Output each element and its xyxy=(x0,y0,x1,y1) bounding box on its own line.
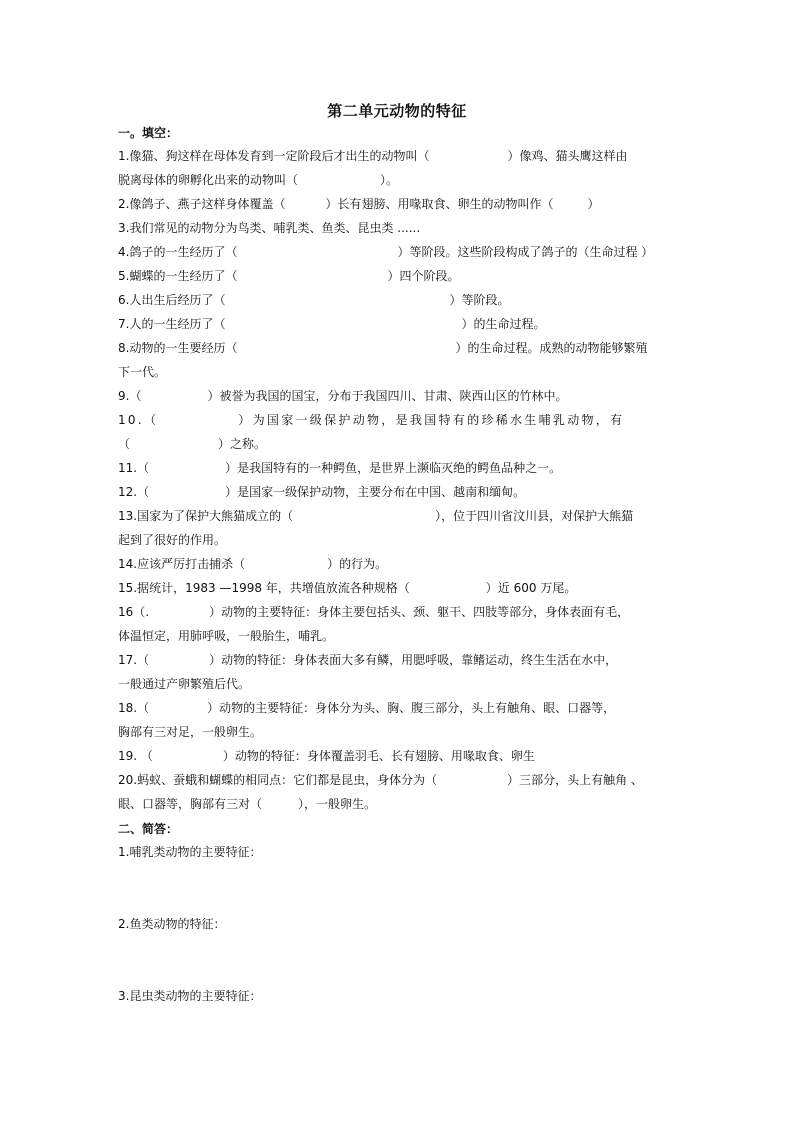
section-heading-fill-in: 一。填空： xyxy=(118,126,179,140)
question-15 xyxy=(118,580,576,596)
question-13-line-2: 起到了很好的作用。 xyxy=(118,533,227,547)
question-text: ）之称。 xyxy=(218,437,267,451)
question-text: 17.（ xyxy=(118,653,150,667)
question-text: 2.像鸽子、燕子这样身体覆盖（ xyxy=(118,197,286,211)
question-text: 4.鸽子的一生经历了（ xyxy=(118,245,238,259)
question-text: ）三部分，头上有触角 、 xyxy=(507,773,643,787)
question-text: 眼、口器等，胸部有三对（ xyxy=(118,797,263,811)
question-16-line-2: 体温恒定，用肺呼吸，一般胎生，哺乳。 xyxy=(118,629,335,643)
question-14 xyxy=(118,556,387,572)
question-text: 12.（ xyxy=(118,485,150,499)
question-text: ）被誉为我国的国宝，分布于我国四川、甘肃、陕西山区的竹林中。 xyxy=(207,389,568,403)
question-text: 15.据统计，1983 —1998 年，共增值放流各种规格（ xyxy=(118,581,410,595)
question-18-line-2: 胸部有三对足，一般卵生。 xyxy=(118,725,263,739)
question-text: ） xyxy=(587,197,600,211)
question-text: ）的行为。 xyxy=(327,557,388,571)
question-text: ）等阶段。 xyxy=(449,293,510,307)
question-19 xyxy=(118,748,535,764)
question-18-line-1 xyxy=(118,700,615,716)
question-text: ）像鸡、猫头鹰这样由 xyxy=(507,149,628,163)
question-text: 19. （ xyxy=(118,749,153,763)
question-text: ）动物的主要特征：身体分为头、胸、腹三部分，头上有触角、眼、口器等， xyxy=(207,701,616,715)
question-text: ）。 xyxy=(380,173,399,187)
question-text: ）近 600 万尾。 xyxy=(485,581,577,595)
question-text: ）为国家一级保护动物，是我国特有的珍稀水生哺乳动物，有 xyxy=(238,413,625,427)
question-text: ）是国家一级保护动物，主要分布在中国、越南和缅甸。 xyxy=(225,485,526,499)
question-text: 9.（ xyxy=(118,389,142,403)
page-title: 第二单元动物的特征 xyxy=(327,102,467,120)
question-text: 18.（ xyxy=(118,701,150,715)
short-answer-2: 2.鱼类动物的特征： xyxy=(118,917,226,931)
question-text: ）长有翅膀、用喙取食、卵生的动物叫作（ xyxy=(325,197,554,211)
question-text: ）动物的特征：身体覆盖羽毛、长有翅膀、用喙取食、卵生 xyxy=(222,749,535,763)
question-1-line-2 xyxy=(118,172,398,188)
question-text: 8.动物的一生要经历（ xyxy=(118,341,238,355)
question-11 xyxy=(118,460,561,476)
question-10-line-2 xyxy=(118,436,266,452)
question-9 xyxy=(118,388,567,404)
question-text: ）的生命过程。成熟的动物能够繁殖 xyxy=(455,341,648,355)
question-text: ）动物的特征：身体表面大多有鳞，用腮呼吸，靠鳍运动，终生生活在水中， xyxy=(209,653,618,667)
question-20-line-2 xyxy=(118,796,376,812)
question-2 xyxy=(118,196,599,212)
question-12 xyxy=(118,484,525,500)
question-text: 7.人的一生经历了（ xyxy=(118,317,226,331)
question-10-line-1 xyxy=(118,412,624,428)
question-text: ），一般卵生。 xyxy=(298,797,377,811)
question-text: ）的生命过程。 xyxy=(461,317,546,331)
question-4 xyxy=(118,244,653,260)
question-text: ）等阶段。这些阶段构成了鸽子的（生命过程 ） xyxy=(397,245,654,259)
question-20-line-1 xyxy=(118,772,643,788)
question-8-line-1 xyxy=(118,340,647,356)
question-text: 14.应该严厉打击捕杀（ xyxy=(118,557,246,571)
question-17-line-2: 一般通过产卵繁殖后代。 xyxy=(118,677,251,691)
question-text: 16（. xyxy=(118,605,150,619)
question-text: ）是我国特有的一种鳄鱼，是世界上濒临灭绝的鳄鱼品种之一。 xyxy=(225,461,562,475)
question-8-line-2: 下一代。 xyxy=(118,365,167,379)
question-17-line-1 xyxy=(118,652,617,668)
question-text: （ xyxy=(118,437,131,451)
question-1-line-1 xyxy=(118,148,627,164)
question-text: 1.像猫、狗这样在母体发育到一定阶段后才出生的动物叫（ xyxy=(118,149,430,163)
question-3: 3.我们常见的动物分为鸟类、哺乳类、鱼类、昆虫类 ...... xyxy=(118,221,421,235)
question-text: 脱离母体的卵孵化出来的动物叫（ xyxy=(118,173,299,187)
question-text: 13.国家为了保护大熊猫成立的（ xyxy=(118,509,294,523)
question-6 xyxy=(118,292,509,308)
question-7 xyxy=(118,316,545,332)
question-text: 6.人出生后经历了（ xyxy=(118,293,226,307)
short-answer-3: 3.昆虫类动物的主要特征： xyxy=(118,989,262,1003)
question-text: ）四个阶段。 xyxy=(387,269,460,283)
question-5 xyxy=(118,268,459,284)
question-text: 10.（ xyxy=(118,413,159,427)
question-text: 20.蚂蚁、蚕蛾和蝴蝶的相同点：它们都是昆虫，身体分为（ xyxy=(118,773,438,787)
question-text: ），位于四川省汶川县，对保护大熊猫 xyxy=(435,509,634,523)
question-text: ）动物的主要特征：身体主要包括头、颈、躯干、四肢等部分，身体表面有毛， xyxy=(209,605,630,619)
question-text: 5.蝴蝶的一生经历了（ xyxy=(118,269,238,283)
section-heading-short-answer: 二、简答： xyxy=(118,822,179,836)
question-13-line-1 xyxy=(118,508,633,524)
short-answer-1: 1.哺乳类动物的主要特征： xyxy=(118,845,262,859)
question-text: 11.（ xyxy=(118,461,150,475)
question-16-line-1 xyxy=(118,604,629,620)
